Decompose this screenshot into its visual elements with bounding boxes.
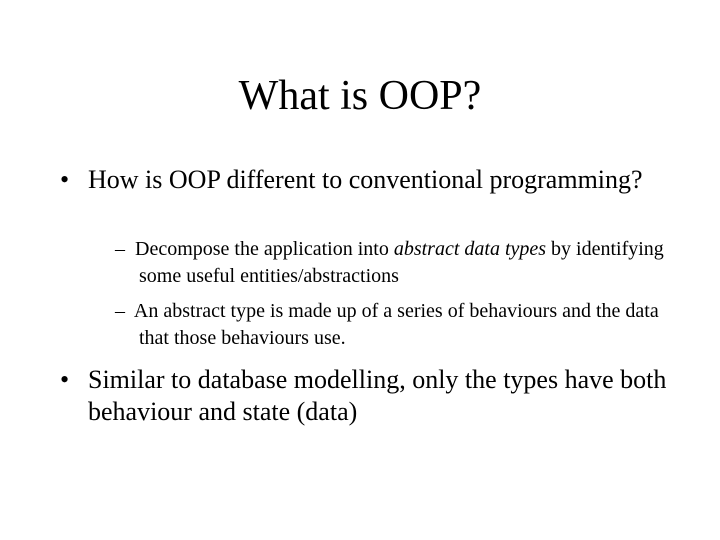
sub-bullet-2: [115, 298, 675, 352]
bullet-point-2: [60, 364, 680, 428]
bullet-marker: •: [60, 365, 70, 394]
dash-marker: –: [115, 300, 125, 322]
bullet-point-2-text: Similar to database modelling, only the types have both behaviour and state (data): [88, 365, 667, 426]
bullet-point-1: [60, 164, 680, 196]
sub-bullet-1: [115, 236, 675, 290]
dash-marker: –: [115, 238, 125, 260]
slide-title: What is OOP?: [238, 73, 482, 119]
bullet-marker: •: [60, 165, 70, 194]
sub-bullet-1-text-before: Decompose the application into: [135, 238, 394, 260]
sub-bullet-1-emphasis: abstract data types: [393, 238, 547, 260]
sub-bullet-2-text: An abstract type is made up of a series of behaviours and the data that those behaviours use.: [133, 300, 659, 349]
sub-bullet-1-text-after: by identifying some useful entities/abstractions: [139, 238, 664, 287]
bullet-point-1-text: How is OOP different to conventional programming?: [88, 165, 643, 194]
